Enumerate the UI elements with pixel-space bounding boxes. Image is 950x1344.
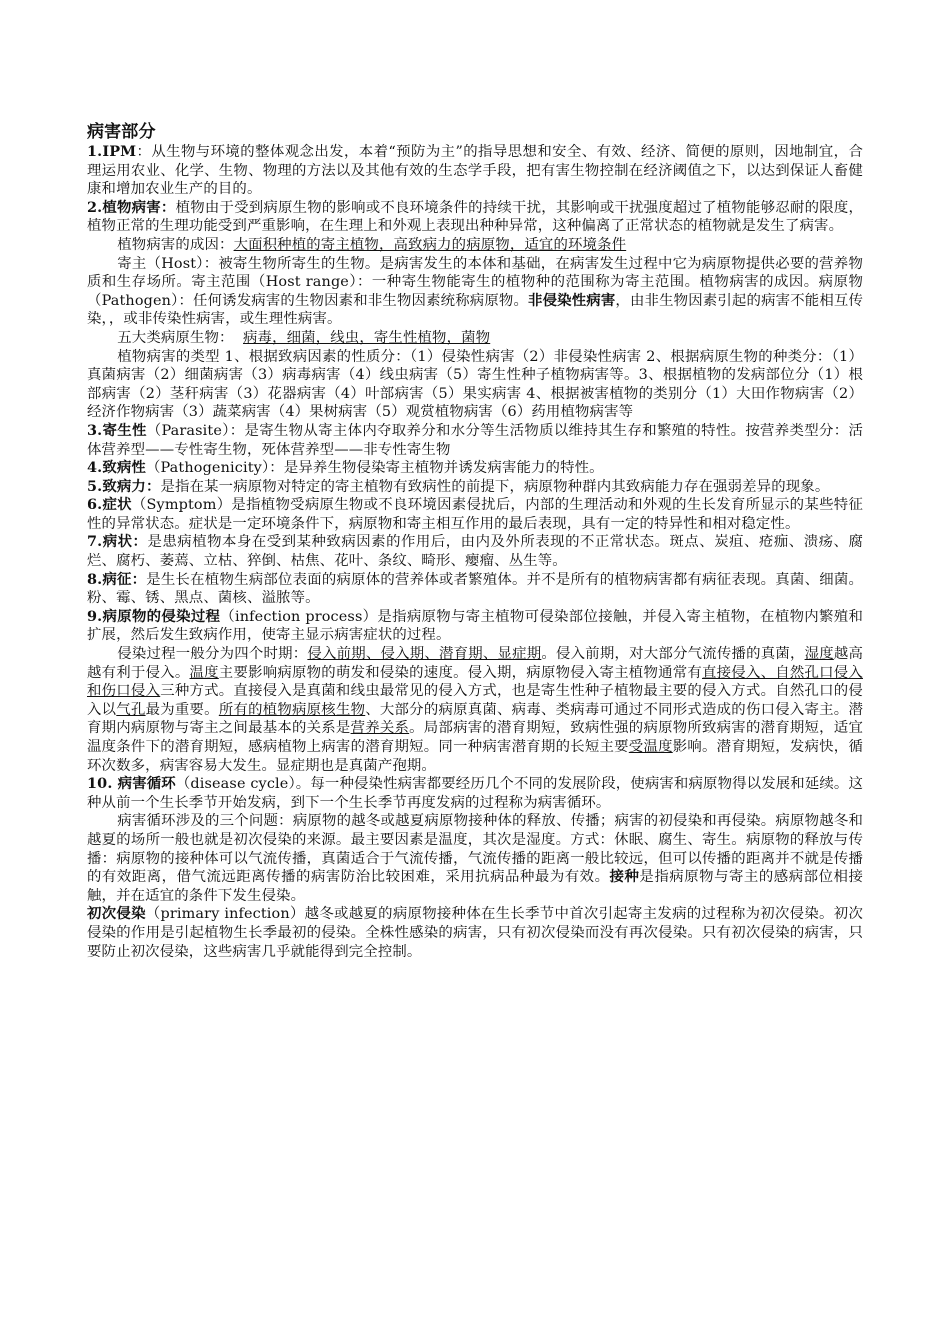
stages-text-6: 最为重要。 [145,701,219,718]
stages-underlined-4: 直接侵入、自然孔口侵入和伤口侵入 [87,664,863,700]
symptom-text: （Symptom）是指植物受病原生物或不良环境因素侵扰后，内部的生理活动和外观的生长发育所显示的某些特征性的异常状态。症状是一定环境条件下，病原物和寄主相互作用的最后表现，具有一定的特异性和相对稳定性。 [87,497,863,532]
host-paragraph [87,255,863,329]
plant-disease-definition [87,199,863,236]
host-text-1: 寄主（Host）：被寄生物所寄生的生物。是病害发生的本体和基础，在病害发生过程中它为病原物提供必要的营养物质和生存场所。寄主范围（Host range）：一种寄生物能寄生的植物种的范围称为寄主范围。植物病害的成因。病原物（Pathogen）：任何诱发病害的生物因素和非生物因素统称病原物。 [87,255,863,309]
disease-causes-underlined: 大面积种植的寄主植物，高致病力的病原物，适宜的环境条件 [233,236,627,253]
primary-infection-label: 初次侵染 [87,905,146,923]
pathogenicity-label: 4.致病性 [87,459,146,477]
stages-text-4: 主要影响病原物的萌发和侵染的速度。侵入期，病原物侵入寄主植物通常有 [218,664,703,681]
disease-causes [87,236,863,255]
parasitism-label: 3.寄生性 [87,421,147,439]
stages-underlined-3: 温度 [189,664,219,681]
disease-cycle-label: 10. 病害循环 [87,775,176,793]
stages-text-5: 三种方式。直接侵入是真菌和线虫最常见的侵入方式，也是寄生性种子植物最主要的侵入方式。自然孔口的侵入以 [87,683,863,718]
sign-text: 是生长在植物生病部位表面的病原体的营养体或者繁殖体。并不是所有的植物病害都有病征表现。真菌、细菌。粉、霉、锈、黑点、菌核、溢脓等。 [87,571,863,607]
infection-process-text: （infection process）是指病原物与寄主植物可侵染部位接触，并侵入寄主植物，在植物内繁殖和扩展，然后发生致病作用，使寄主显示病害症状的过程。 [87,608,863,644]
disease-causes-prefix: 植物病害的成因： [117,236,234,253]
ipm-text: ：从生物与环境的整体观念出发，本着“预防为主”的指导思想和安全、有效、经济、简便的原则，因地制宜，合理运用农业、化学、生物、物理的方法以及其他有效的生态学手段，把有害生物控制在经济阈值之下，以达到保证人畜健康和增加农业生产的目的。 [87,144,863,198]
pathogenicity-definition [87,459,863,478]
stages-text-8: 。局部病害的潜育期短，致病性强的病原物所致病害的潜育期短，适宜温度条件下的潜育期短，感病植物上病害的潜育期短。同一种病害潜育期的长短主要 [87,720,863,755]
ipm-definition [87,143,863,199]
stages-text-9: 影响。潜育期短，发病快，循环次数多，病害容易大发生。显症期也是真菌产孢期。 [87,739,863,774]
inoculation-text: 是指病原物与寄主的感病部位相接触，并在适宜的条件下发生侵染。 [87,869,863,904]
primary-infection-definition [87,905,863,961]
host-text-2: ，由非生物因素引起的病害不能相互传染，，或非传染性病害，或生理性病害。 [87,292,863,328]
inoculation-label: 接种 [609,868,640,886]
stages-underlined-2: 湿度 [804,646,834,663]
stages-underlined-5: 气孔 [116,701,146,718]
disease-status-definition [87,533,863,570]
infection-process-definition [87,608,863,645]
disease-status-text: 是患病植物本身在受到某种致病因素的作用后，由内及外所表现的不正常状态。斑点、炭疽、疮痂、溃疡、腐烂、腐朽、萎蔫、立枯、猝倒、枯焦、花叶、条纹、畸形、瘿瘤、丛生等。 [87,534,863,570]
disease-cycle-text: （disease cycle）。每一种侵染性病害都要经历几个不同的发展阶段，使病害和病原物得以发展和延续。这种从前一个生长季节开始发病，到下一个生长季节再度发病的过程称为病害循环。 [87,776,863,811]
sign-label: 8.病征： [87,570,147,588]
plant-disease-label: 2.植物病害： [87,198,176,216]
parasitism-text: （Parasite）：是寄生物从寄主体内夺取养分和水分等生活物质以维持其生存和繁殖的特性。按营养类型分：活体营养型——专性寄生物，死体营养型——非专性寄生物 [87,422,863,458]
stages-underlined-1: 侵入前期、侵入期、潜育期、显症期 [307,646,542,663]
plant-disease-text: 植物由于受到病原生物的影响或不良环境条件的持续干扰，其影响或干扰强度超过了植物能够忍耐的限度，植物正常的生理功能受到严重影响，在生理上和外观上表现出种种异常，这种偏离了正常状态的植物就是发生了病害。 [87,199,863,235]
primary-infection-text: （primary infection）越冬或越夏的病原物接种体在生长季节中首次引起寄主发病的过程称为初次侵染。初次侵染的作用是引起植物生长季最初的侵染。全株性感染的病害，只有初次侵染而没有再次侵染。只有初次侵染的病害，只要防止初次侵染，这些病害几乎就能得到完全控制。 [87,906,863,960]
virulence-label: 5.致病力： [87,477,161,495]
noninfectious-label: 非侵染性病害 [528,291,616,309]
stages-text-7: 、大部分的病原真菌、病毒、类病毒可通过不同形式造成的伤口侵入寄主。潜育期内病原物与寄主之间最基本的关系是 [87,701,863,737]
stages-underlined-6: 所有的植物病原核生物 [218,701,366,718]
infection-stages-paragraph [87,645,863,775]
sign-definition [87,571,863,608]
disease-status-label: 7.病状： [87,533,148,551]
disease-cycle-paragraph [87,812,863,905]
parasitism-definition [87,422,863,459]
stages-text-1: 侵染过程一般分为四个时期： [117,646,308,663]
stages-underlined-7: 营养关系 [350,720,410,737]
pathogen-types-prefix: 五大类病原生物： [117,329,234,346]
disease-cycle-para-text: 病害循环涉及的三个问题：病原物的越冬或越夏病原物接种体的释放、传播；病害的初侵染和再侵染。病原物越冬和越夏的场所一般也就是初次侵染的来源。最主要因素是温度，其次是湿度。方式：休眠、腐生、寄生。病原物的释放与传播：病原物的接种体可以气流传播，真菌适合于气流传播，气流传播的距离一般比较远，但可以传播的距离并不就是传播的有效距离，借气流远距离传播的病害防治比较困难，采用抗病品种最为有效。 [87,813,863,886]
virulence-definition [87,478,863,497]
stages-underlined-8: 受温度 [628,739,673,755]
section-title: 病害部分 [87,122,156,142]
disease-cycle-definition [87,775,863,812]
stages-text-2: 。侵入前期，对大部分气流传播的真菌， [541,646,805,663]
pathogen-types-underlined: 病毒，细菌，线虫，寄生性植物，菌物 [243,329,491,346]
symptom-label: 6.症状 [87,496,132,514]
ipm-label: 1.IPM [87,143,137,160]
stages-text-3: 越高越有利于侵入。 [87,646,863,681]
infection-process-label: 9.病原物的侵染过程 [87,607,221,625]
disease-types: 植物病害的类型 1、根据致病因素的性质分：（1）侵染性病害（2）非侵染性病害 2、根据病原生物的种类分：（1）真菌病害（2）细菌病害（3）病毒病害（4）线虫病害（5）寄生性种子植物病害等。3、根据植物的发病部位分（1）根部病害（2）茎秆病害（3）花器病害（4）叶部病害（5）果实病害 4、根据被害植物的类别分（1）大田作物病害（2）经济作物病害（3）蔬菜病害（4）果树病害（5）观赏植物病害（6）药用植物病害等 [87,348,863,421]
pathogenicity-text: （Pathogenicity）：是异养生物侵染寄主植物并诱发病害能力的特性。 [145,460,604,477]
symptom-definition [87,496,863,533]
virulence-text: 是指在某一病原物对特定的寄主植物有致病性的前提下，病原物种群内其致病能力存在强弱差异的现象。 [160,478,830,495]
pathogen-types [87,329,863,348]
